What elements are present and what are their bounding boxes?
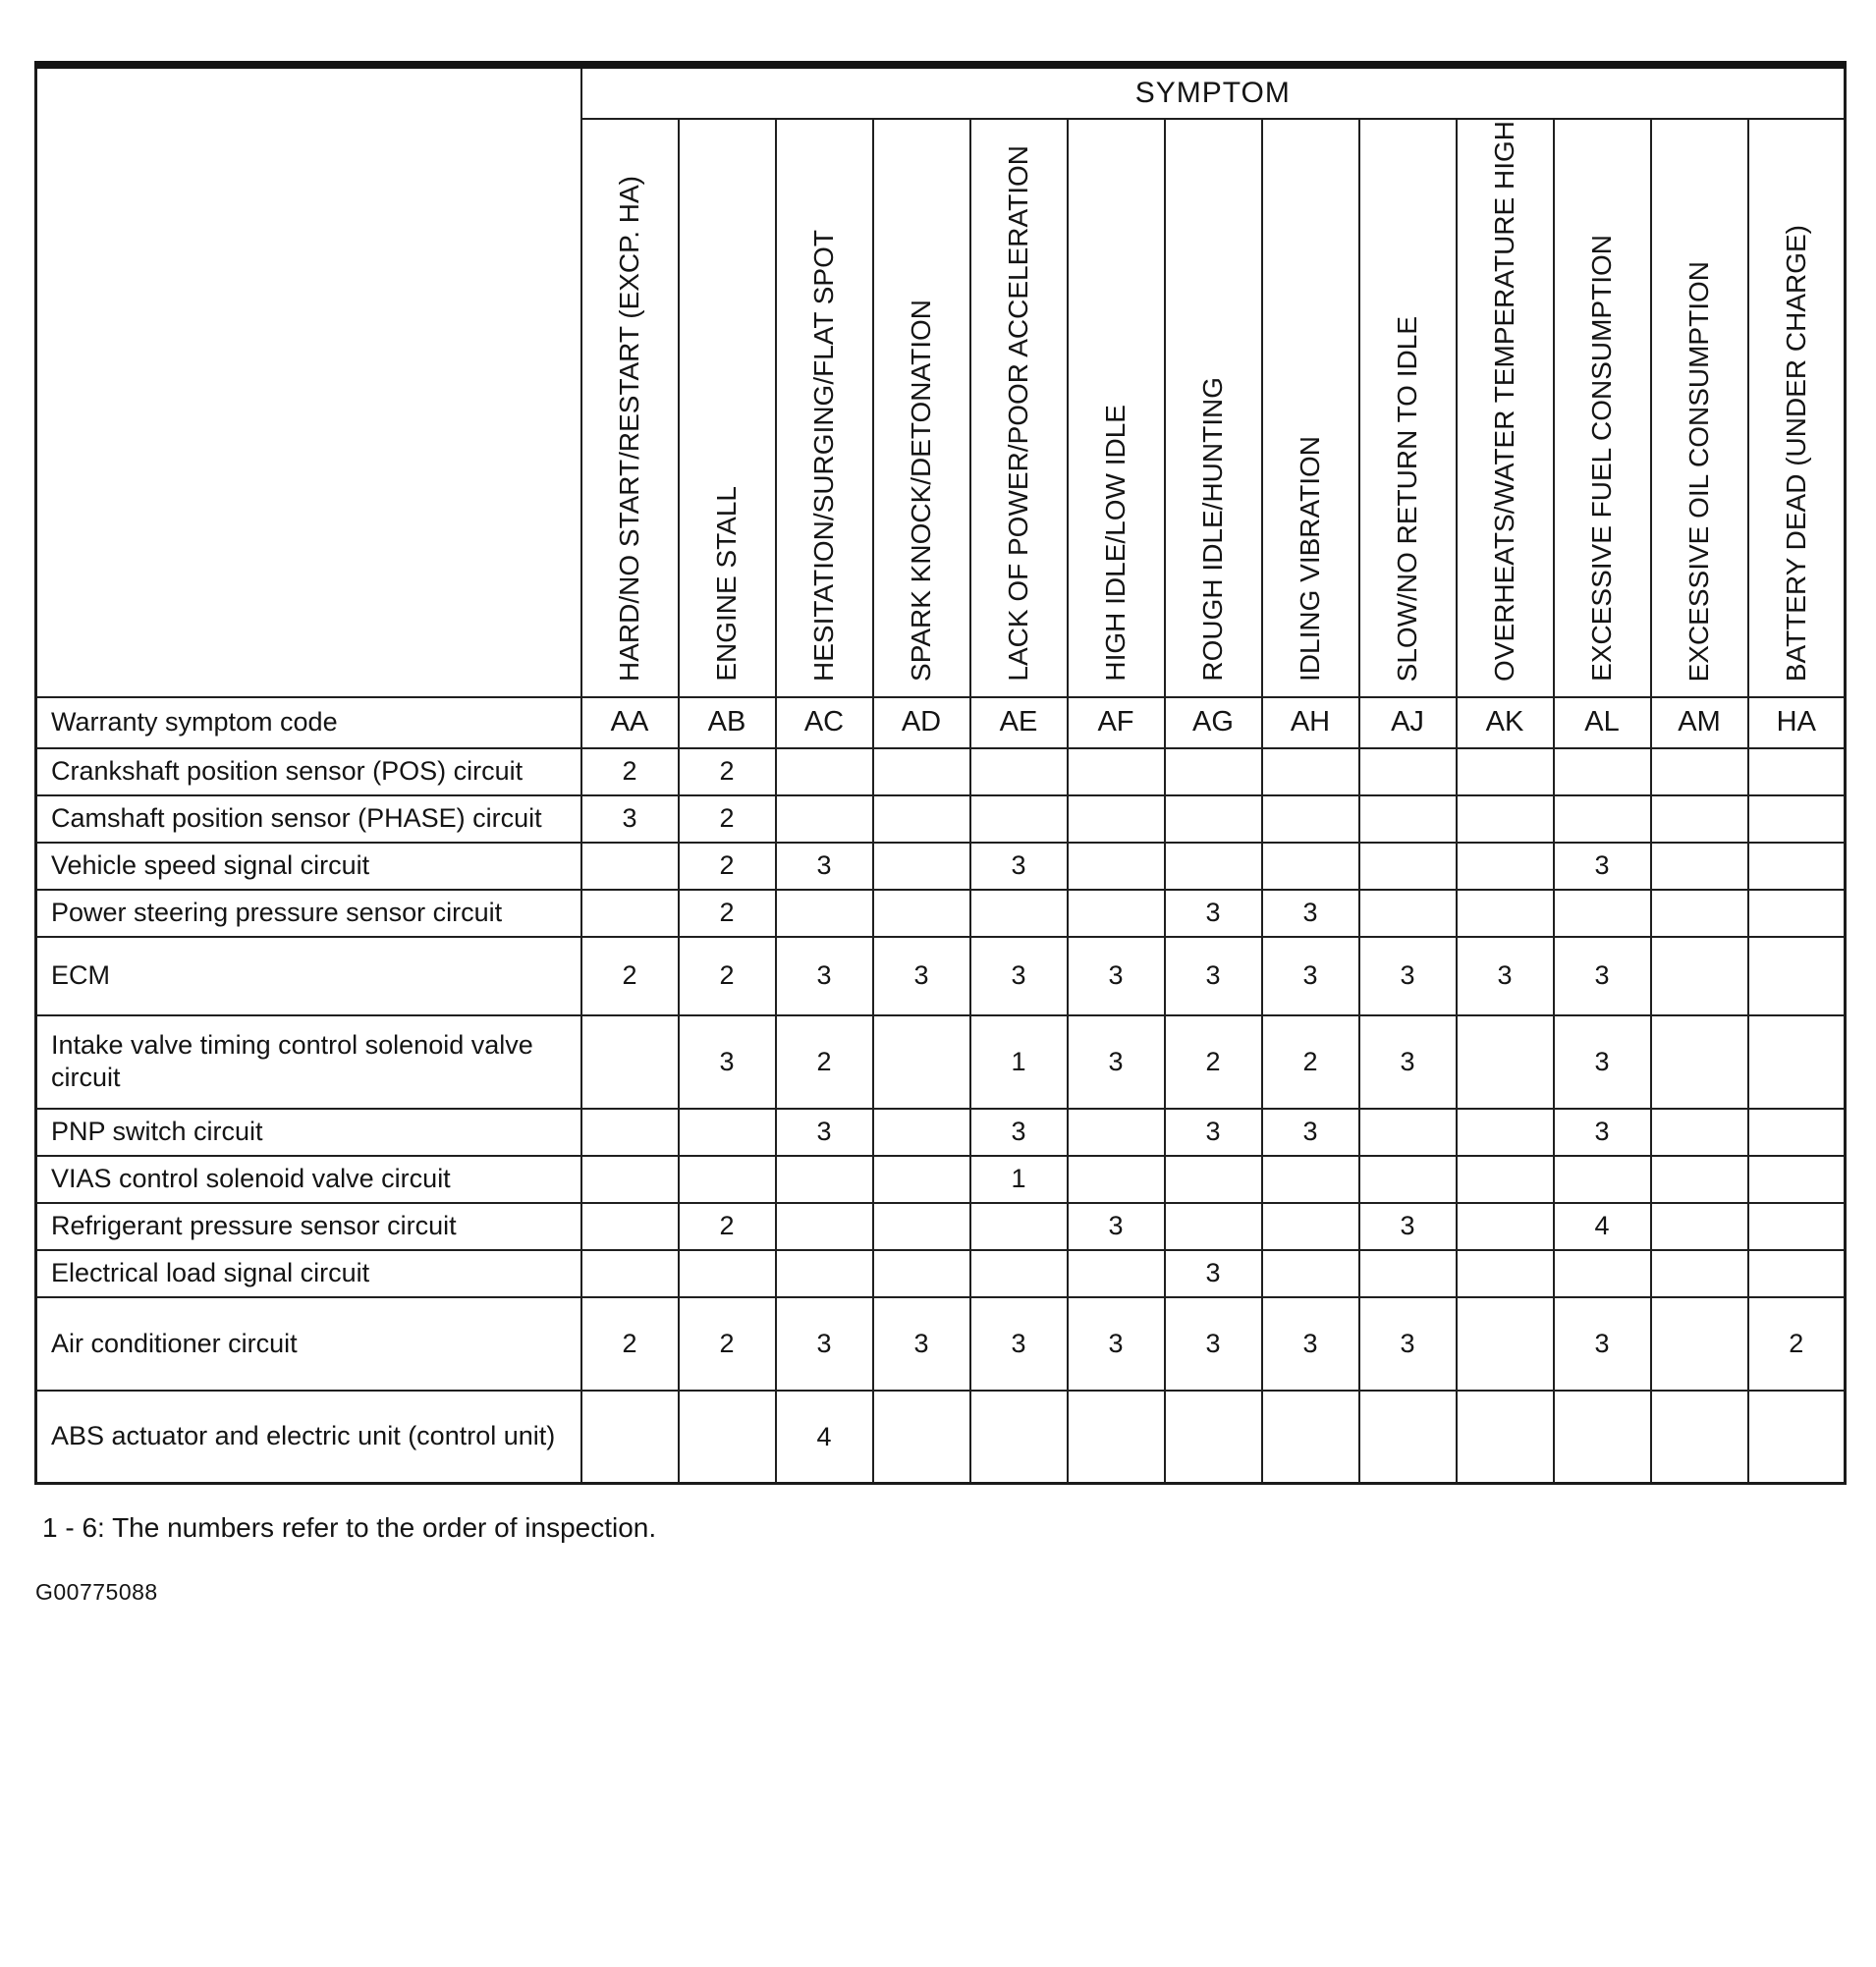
value-cell (776, 1156, 873, 1203)
row-label: Intake valve timing control solenoid valve circuit (36, 1015, 581, 1109)
value-cell: 3 (1359, 937, 1457, 1015)
value-cell (873, 1015, 970, 1109)
value-cell (776, 748, 873, 795)
value-cell: 3 (776, 937, 873, 1015)
value-cell (1165, 843, 1262, 890)
value-cell (1262, 843, 1359, 890)
symptom-column-label: HESITATION/SURGING/FLAT SPOT (808, 229, 839, 682)
value-cell (776, 795, 873, 843)
value-cell (873, 748, 970, 795)
value-cell: 3 (970, 1109, 1068, 1156)
table-row (36, 795, 1846, 843)
warranty-code-cell: HA (1748, 697, 1846, 748)
value-cell: 1 (970, 1156, 1068, 1203)
value-cell (1748, 1109, 1846, 1156)
value-cell: 3 (1554, 1297, 1651, 1391)
value-cell (873, 1156, 970, 1203)
value-cell: 3 (776, 1297, 873, 1391)
value-cell: 2 (1165, 1015, 1262, 1109)
value-cell (970, 795, 1068, 843)
value-cell (1457, 843, 1554, 890)
value-cell (1262, 1391, 1359, 1484)
value-cell (1748, 937, 1846, 1015)
value-cell (581, 890, 679, 937)
value-cell (873, 795, 970, 843)
value-cell (1651, 890, 1748, 937)
value-cell: 4 (776, 1391, 873, 1484)
value-cell (1165, 795, 1262, 843)
value-cell (1262, 795, 1359, 843)
value-cell (1457, 1297, 1554, 1391)
value-cell (1457, 1109, 1554, 1156)
value-cell: 3 (1359, 1203, 1457, 1250)
value-cell: 2 (679, 1203, 776, 1250)
table-row (36, 1015, 1846, 1109)
table-corner-cell (36, 65, 581, 697)
value-cell: 3 (1165, 890, 1262, 937)
figure-id: G00775088 (35, 1579, 158, 1605)
value-cell: 3 (581, 795, 679, 843)
value-cell: 3 (1262, 937, 1359, 1015)
value-cell (1748, 843, 1846, 890)
value-cell (1359, 1156, 1457, 1203)
value-cell (1651, 937, 1748, 1015)
value-cell (1165, 1391, 1262, 1484)
value-cell (581, 1250, 679, 1297)
symptom-column-header (1748, 119, 1846, 697)
value-cell (1359, 795, 1457, 843)
value-cell (1359, 890, 1457, 937)
value-cell: 2 (1748, 1297, 1846, 1391)
value-cell (1554, 890, 1651, 937)
value-cell (873, 843, 970, 890)
table-row (36, 1391, 1846, 1484)
value-cell (1359, 1391, 1457, 1484)
warranty-code-cell: AA (581, 697, 679, 748)
value-cell (1748, 1391, 1846, 1484)
value-cell (1068, 843, 1165, 890)
symptom-column-label: SPARK KNOCK/DETONATION (906, 299, 936, 682)
value-cell (1457, 1156, 1554, 1203)
warranty-code-cell: AK (1457, 697, 1554, 748)
value-cell (1068, 1156, 1165, 1203)
value-cell (1651, 1015, 1748, 1109)
warranty-code-cell: AE (970, 697, 1068, 748)
symptom-column-label: LACK OF POWER/POOR ACCELERATION (1003, 145, 1033, 682)
value-cell (970, 1391, 1068, 1484)
symptom-column-header (1262, 119, 1359, 697)
warranty-code-cell: AD (873, 697, 970, 748)
value-cell: 3 (1457, 937, 1554, 1015)
row-label: Crankshaft position sensor (POS) circuit (36, 748, 581, 795)
value-cell (1068, 890, 1165, 937)
value-cell: 3 (1359, 1297, 1457, 1391)
value-cell (1554, 748, 1651, 795)
symptom-column-header (1165, 119, 1262, 697)
value-cell (581, 1015, 679, 1109)
symptom-column-label: SLOW/NO RETURN TO IDLE (1392, 315, 1422, 682)
row-label: ECM (36, 937, 581, 1015)
table-row (36, 937, 1846, 1015)
table-row (36, 1250, 1846, 1297)
value-cell (581, 843, 679, 890)
warranty-code-cell: AM (1651, 697, 1748, 748)
value-cell (1457, 1391, 1554, 1484)
value-cell: 3 (1554, 937, 1651, 1015)
warranty-code-cell: AG (1165, 697, 1262, 748)
value-cell: 3 (873, 1297, 970, 1391)
symptom-column-header (679, 119, 776, 697)
value-cell (970, 748, 1068, 795)
value-cell (1554, 1391, 1651, 1484)
symptom-column-label: IDLING VIBRATION (1295, 435, 1325, 682)
value-cell: 2 (581, 748, 679, 795)
value-cell (1748, 795, 1846, 843)
value-cell (1651, 1156, 1748, 1203)
value-cell (776, 1203, 873, 1250)
warranty-code-cell: AL (1554, 697, 1651, 748)
value-cell (1554, 795, 1651, 843)
value-cell (1068, 1391, 1165, 1484)
row-label: PNP switch circuit (36, 1109, 581, 1156)
value-cell: 3 (1262, 1297, 1359, 1391)
warranty-code-cell: AH (1262, 697, 1359, 748)
value-cell (1457, 795, 1554, 843)
value-cell (1748, 1250, 1846, 1297)
value-cell: 1 (970, 1015, 1068, 1109)
symptom-column-label: EXCESSIVE OIL CONSUMPTION (1683, 260, 1714, 682)
value-cell: 3 (970, 1297, 1068, 1391)
value-cell (581, 1391, 679, 1484)
value-cell (1262, 748, 1359, 795)
value-cell (1651, 1250, 1748, 1297)
symptom-column-header (1068, 119, 1165, 697)
value-cell (1068, 1109, 1165, 1156)
table-row (36, 890, 1846, 937)
value-cell (776, 890, 873, 937)
symptom-column-label: ROUGH IDLE/HUNTING (1197, 377, 1228, 682)
symptom-column-header (776, 119, 873, 697)
value-cell (1457, 1250, 1554, 1297)
table-row (36, 1109, 1846, 1156)
value-cell: 4 (1554, 1203, 1651, 1250)
table-row (36, 1297, 1846, 1391)
row-label: VIAS control solenoid valve circuit (36, 1156, 581, 1203)
value-cell (1651, 795, 1748, 843)
value-cell: 3 (970, 843, 1068, 890)
value-cell (1359, 843, 1457, 890)
table-row (36, 1156, 1846, 1203)
value-cell (1359, 748, 1457, 795)
value-cell (970, 1203, 1068, 1250)
value-cell (679, 1156, 776, 1203)
value-cell: 2 (679, 748, 776, 795)
symptom-column-label: OVERHEATS/WATER TEMPERATURE HIGH (1489, 121, 1519, 682)
value-cell: 3 (1262, 890, 1359, 937)
warranty-code-cell: AB (679, 697, 776, 748)
symptom-column-header (970, 119, 1068, 697)
value-cell: 2 (679, 843, 776, 890)
value-cell (1068, 1250, 1165, 1297)
row-label: Camshaft position sensor (PHASE) circuit (36, 795, 581, 843)
value-cell (1359, 1109, 1457, 1156)
value-cell: 3 (970, 937, 1068, 1015)
value-cell: 3 (1068, 937, 1165, 1015)
value-cell (873, 890, 970, 937)
value-cell (1262, 1156, 1359, 1203)
warranty-code-cell: AJ (1359, 697, 1457, 748)
value-cell (1457, 1203, 1554, 1250)
table-row (36, 843, 1846, 890)
value-cell: 2 (679, 937, 776, 1015)
value-cell: 2 (776, 1015, 873, 1109)
symptom-column-label: EXCESSIVE FUEL CONSUMPTION (1586, 235, 1617, 682)
symptom-column-label: HARD/NO START/RESTART (EXCP. HA) (614, 175, 644, 682)
value-cell: 2 (1262, 1015, 1359, 1109)
value-cell (1748, 1156, 1846, 1203)
value-cell (970, 890, 1068, 937)
value-cell: 3 (1165, 1250, 1262, 1297)
value-cell: 2 (679, 795, 776, 843)
row-label: Air conditioner circuit (36, 1297, 581, 1391)
table-row (36, 1203, 1846, 1250)
warranty-code-cell: AF (1068, 697, 1165, 748)
value-cell (581, 1203, 679, 1250)
value-cell (1457, 1015, 1554, 1109)
value-cell (1651, 1109, 1748, 1156)
inspection-order-footnote: 1 - 6: The numbers refer to the order of inspection. (42, 1512, 657, 1543)
value-cell: 3 (1165, 1109, 1262, 1156)
symptom-column-header (1457, 119, 1554, 697)
warranty-row-label: Warranty symptom code (36, 697, 581, 748)
value-cell (679, 1109, 776, 1156)
value-cell (581, 1109, 679, 1156)
value-cell (679, 1250, 776, 1297)
value-cell (1554, 1156, 1651, 1203)
value-cell (1457, 748, 1554, 795)
symptom-column-label: ENGINE STALL (711, 486, 742, 682)
value-cell (1651, 843, 1748, 890)
value-cell (1165, 1203, 1262, 1250)
value-cell: 3 (1165, 1297, 1262, 1391)
value-cell (970, 1250, 1068, 1297)
symptom-group-header: SYMPTOM (581, 65, 1846, 119)
row-label: ABS actuator and electric unit (control unit) (36, 1391, 581, 1484)
value-cell (1165, 748, 1262, 795)
value-cell: 3 (776, 843, 873, 890)
value-cell: 3 (1262, 1109, 1359, 1156)
value-cell (873, 1203, 970, 1250)
value-cell: 3 (1165, 937, 1262, 1015)
value-cell (873, 1109, 970, 1156)
row-label: Power steering pressure sensor circuit (36, 890, 581, 937)
value-cell (873, 1391, 970, 1484)
value-cell: 3 (1554, 1015, 1651, 1109)
value-cell: 3 (1068, 1015, 1165, 1109)
value-cell: 3 (1359, 1015, 1457, 1109)
value-cell: 3 (1068, 1203, 1165, 1250)
value-cell (1165, 1156, 1262, 1203)
value-cell: 3 (1068, 1297, 1165, 1391)
value-cell (1068, 795, 1165, 843)
value-cell: 2 (581, 1297, 679, 1391)
value-cell (1651, 1203, 1748, 1250)
value-cell: 2 (679, 1297, 776, 1391)
symptom-diagnosis-table (34, 61, 1847, 1485)
warranty-code-cell: AC (776, 697, 873, 748)
symptom-column-label: BATTERY DEAD (UNDER CHARGE) (1780, 224, 1811, 682)
symptom-column-header (581, 119, 679, 697)
value-cell (1651, 748, 1748, 795)
value-cell: 3 (1554, 843, 1651, 890)
symptom-column-header (1554, 119, 1651, 697)
symptom-column-header (1651, 119, 1748, 697)
value-cell: 3 (776, 1109, 873, 1156)
value-cell (581, 1156, 679, 1203)
value-cell (1748, 1015, 1846, 1109)
value-cell: 3 (679, 1015, 776, 1109)
symptom-column-header (873, 119, 970, 697)
value-cell (1457, 890, 1554, 937)
value-cell (1554, 1250, 1651, 1297)
value-cell: 2 (679, 890, 776, 937)
value-cell (1068, 748, 1165, 795)
value-cell: 2 (581, 937, 679, 1015)
value-cell (1748, 748, 1846, 795)
value-cell (1748, 890, 1846, 937)
symptom-column-label: HIGH IDLE/LOW IDLE (1100, 405, 1131, 682)
value-cell (1359, 1250, 1457, 1297)
value-cell (873, 1250, 970, 1297)
table-row (36, 748, 1846, 795)
value-cell (679, 1391, 776, 1484)
value-cell (1262, 1203, 1359, 1250)
value-cell: 3 (873, 937, 970, 1015)
warranty-code-row (36, 697, 1846, 748)
value-cell (776, 1250, 873, 1297)
row-label: Vehicle speed signal circuit (36, 843, 581, 890)
value-cell (1651, 1297, 1748, 1391)
row-label: Electrical load signal circuit (36, 1250, 581, 1297)
value-cell (1651, 1391, 1748, 1484)
value-cell (1262, 1250, 1359, 1297)
symptom-column-header (1359, 119, 1457, 697)
value-cell (1748, 1203, 1846, 1250)
symptom-header-row (36, 65, 1846, 119)
value-cell: 3 (1554, 1109, 1651, 1156)
row-label: Refrigerant pressure sensor circuit (36, 1203, 581, 1250)
